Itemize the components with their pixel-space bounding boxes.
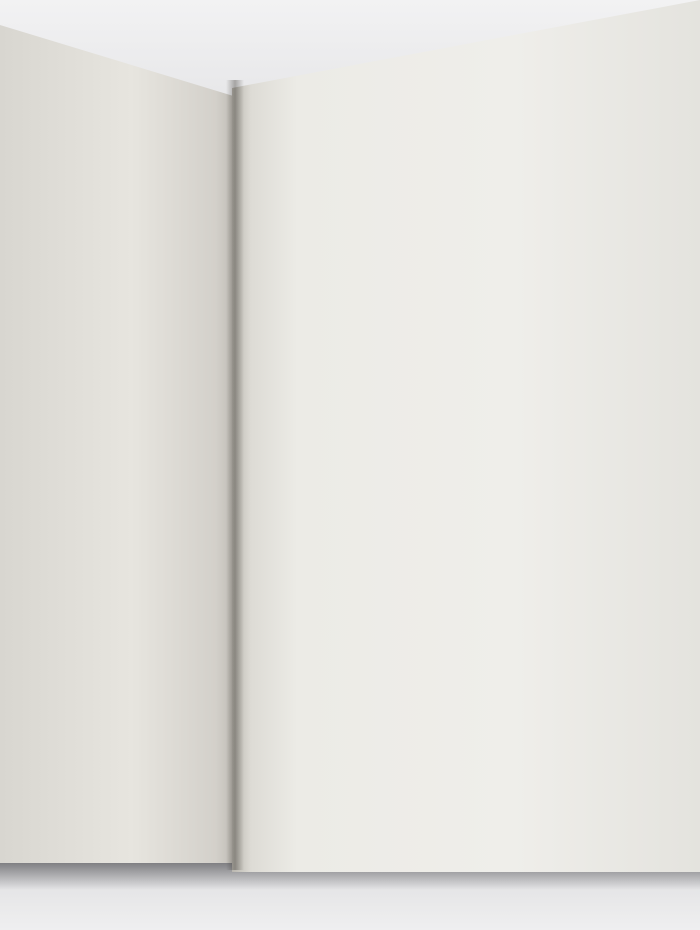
left-page — [0, 18, 240, 863]
book-gutter — [226, 80, 244, 870]
right-page — [232, 0, 700, 872]
